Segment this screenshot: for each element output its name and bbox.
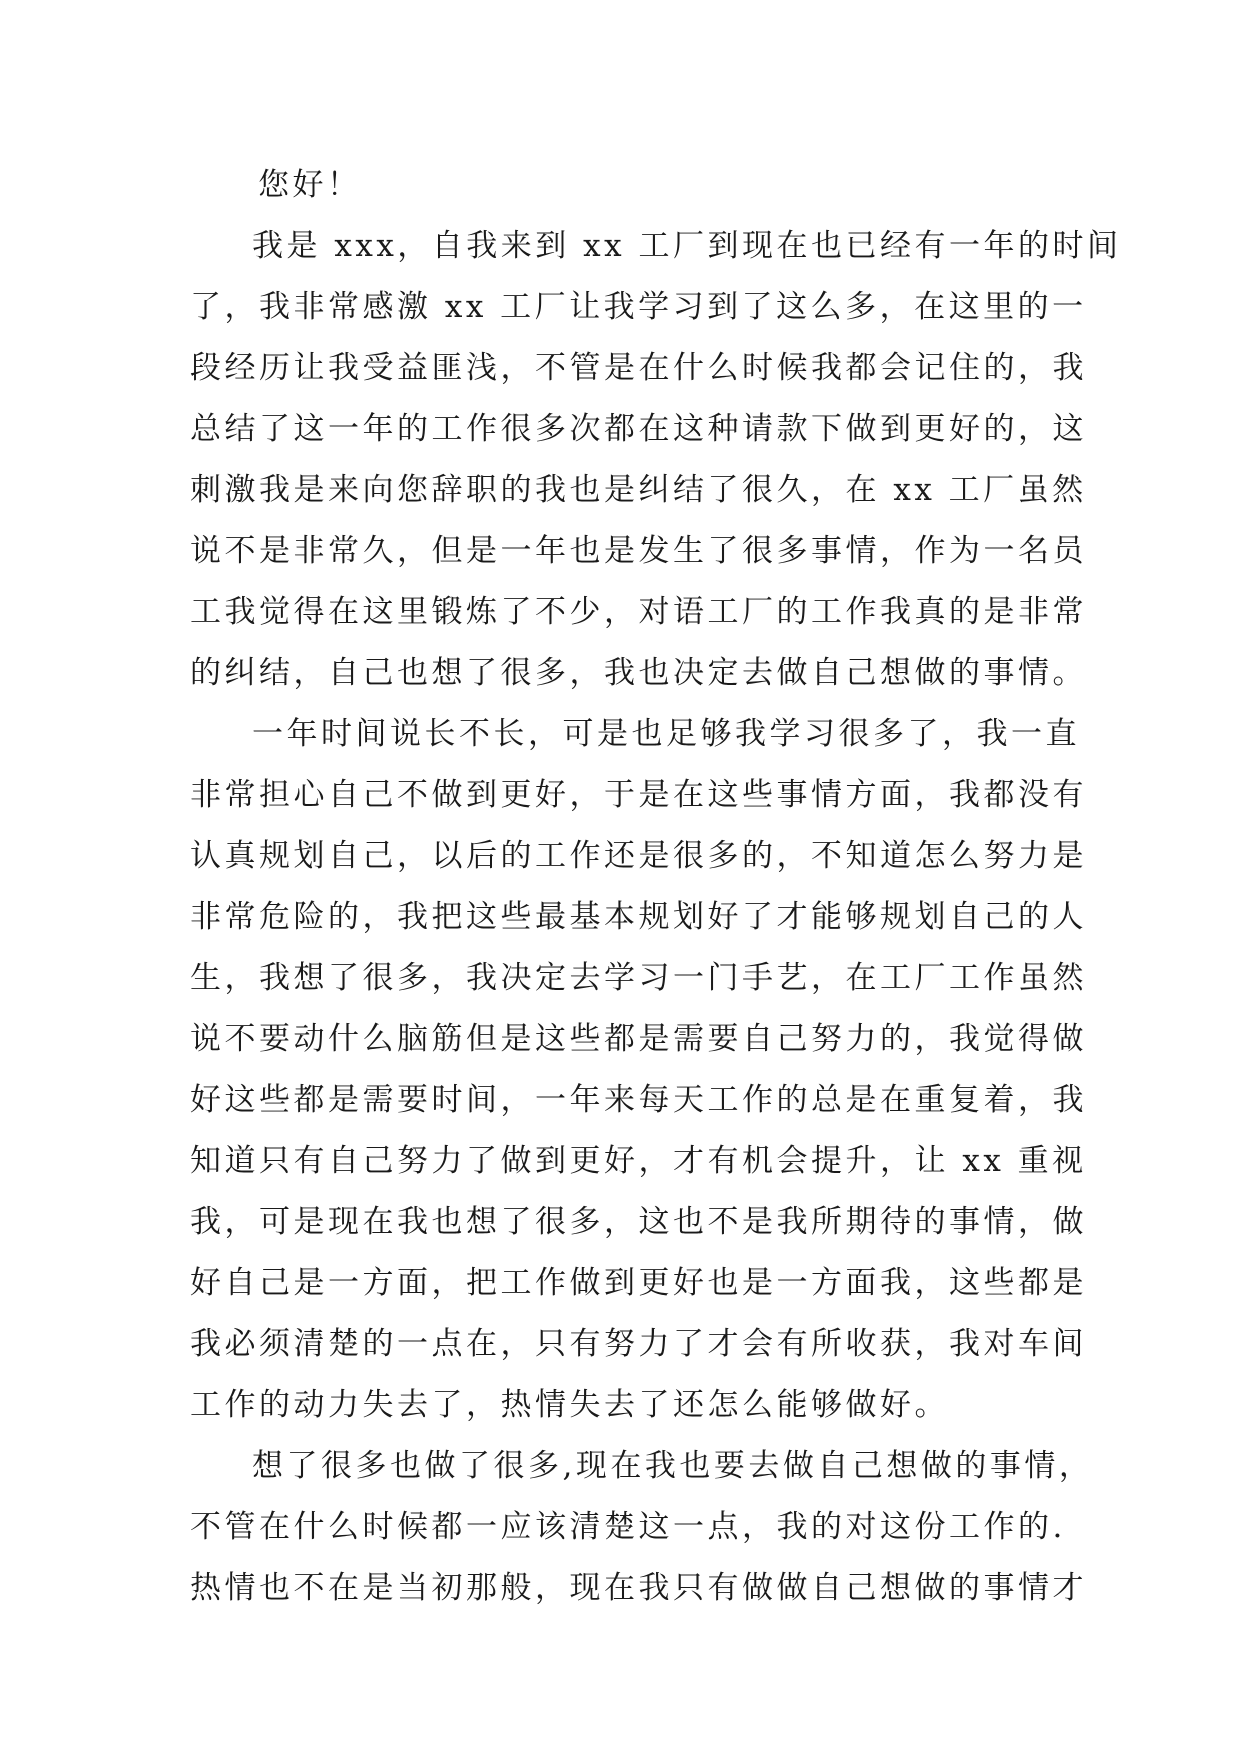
text-line: 我必须清楚的一点在，只有努力了才会有所收获，我对车间 (190, 1326, 1087, 1362)
text-line: 好这些都是需要时间，一年来每天工作的总是在重复着，我 (190, 1082, 1087, 1118)
text-line: 段经历让我受益匪浅，不管是在什么时候我都会记住的，我 (190, 350, 1087, 386)
text-line: 好自己是一方面，把工作做到更好也是一方面我，这些都是 (190, 1265, 1087, 1301)
text-line: 工作的动力失去了，热情失去了还怎么能够做好。 (190, 1387, 949, 1423)
document-body (190, 216, 1122, 1619)
text-line: 知道只有自己努力了做到更好，才有机会提升，让 xx 重视 (190, 1143, 1087, 1179)
text-line: 热情也不在是当初那般，现在我只有做做自己想做的事情才 (190, 1570, 1087, 1606)
text-line: 认真规划自己，以后的工作还是很多的，不知道怎么努力是 (190, 838, 1087, 874)
document-page (190, 155, 1122, 1619)
text-line: 说不要动什么脑筋但是这些都是需要自己努力的，我觉得做 (190, 1021, 1087, 1057)
text-line: 刺激我是来向您辞职的我也是纠结了很久，在 xx 工厂虽然 (190, 472, 1087, 508)
text-line: 非常担心自己不做到更好，于是在这些事情方面，我都没有 (190, 777, 1087, 813)
text-line: 我，可是现在我也想了很多，这也不是我所期待的事情，做 (190, 1204, 1087, 1240)
text-line: 总结了这一年的工作很多次都在这种请款下做到更好的，这 (190, 411, 1087, 447)
greeting: 您好！ (258, 167, 362, 203)
paragraph (190, 704, 1087, 1436)
text-line: 了，我非常感激 xx 工厂让我学习到了这么多，在这里的一 (190, 289, 1087, 325)
paragraph (190, 1436, 1094, 1619)
text-line: 的纠结，自己也想了很多，我也决定去做自己想做的事情。 (190, 655, 1087, 691)
text-line: 说不是非常久，但是一年也是发生了很多事情，作为一名员 (190, 533, 1087, 569)
text-line: 非常危险的，我把这些最基本规划好了才能够规划自己的人 (190, 899, 1087, 935)
text-line: 我是 xxx，自我来到 xx 工厂到现在也已经有一年的时间 (252, 228, 1122, 264)
paragraph (190, 216, 1122, 704)
text-line: 工我觉得在这里锻炼了不少，对语工厂的工作我真的是非常 (190, 594, 1087, 630)
text-line: 一年时间说长不长，可是也足够我学习很多了，我一直 (252, 716, 1080, 752)
text-line: 不管在什么时候都一应该清楚这一点，我的对这份工作的. (190, 1509, 1066, 1545)
text-line: 生，我想了很多，我决定去学习一门手艺，在工厂工作虽然 (190, 960, 1087, 996)
text-line: 想了很多也做了很多,现在我也要去做自己想做的事情， (252, 1448, 1094, 1484)
